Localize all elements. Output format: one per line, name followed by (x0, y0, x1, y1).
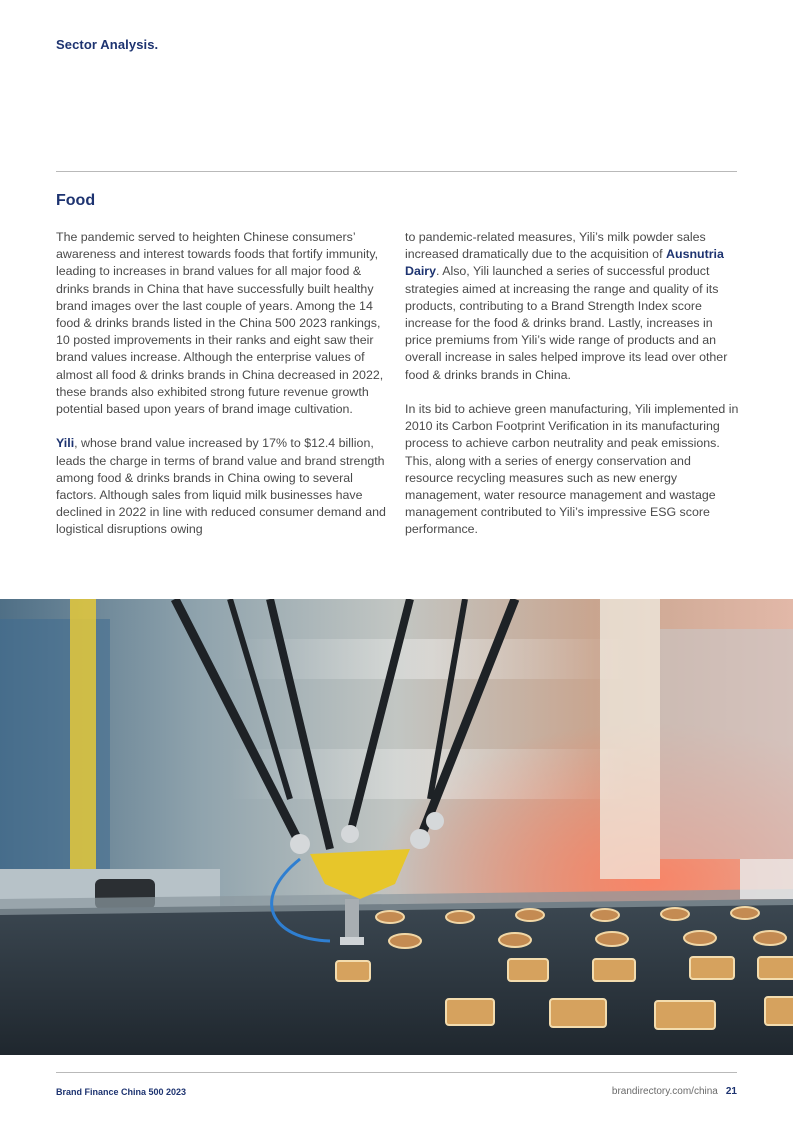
paragraph-text: . Also, Yili launched a series of successful product strategies aimed at increasing the range and quality of its products, contributing to a Brand Strength Index score increase for the food & drinks brand. Lastly, increases in price premiums from Yili’s wide range of products and an overall increase in sales helped improve its lead over other food & drinks brands in China. (405, 264, 728, 382)
paragraph (56, 435, 391, 538)
paragraph-text: to pandemic-related measures, Yili’s milk powder sales increased dramatically due to the acquisition of (405, 230, 706, 262)
left-column (56, 229, 391, 539)
factory-robot-photo (0, 599, 793, 1055)
section-title: Food (56, 192, 96, 209)
top-divider (56, 171, 737, 172)
brand-name-ausnutria: Ausnutria Dairy (405, 247, 724, 279)
section-label: Sector Analysis. (56, 37, 159, 52)
publication-title: Brand Finance China 500 2023 (56, 1087, 187, 1097)
paragraph (405, 229, 741, 384)
paragraph-text: , whose brand value increased by 17% to $12.4 billion, leads the charge in terms of brand value and brand strength among food & drinks brands in China owing to several factors. Although sales from liquid milk businesses have declined in 2022 in line with reduced consumer demand and logistical disruptions owing (56, 436, 386, 537)
paragraph: The pandemic served to heighten Chinese consumers’ awareness and interest towards foods that fortify immunity, leading to increases in brand values for all major food & drinks brands in China that have successfully built healthy brand images over the last couple of years. Among the 14 food & drinks brands listed in the China 500 2023 rankings, 10 posted improvements in their ranks and eight saw their brand values increase. Although the enterprise values of almost all food & drinks brands in China decreased in 2022, these brands also exhibited strong future revenue growth potential based upon years of brand image cultivation. (56, 230, 384, 417)
brand-name-yili: Yili (56, 436, 75, 451)
bottom-divider (56, 1072, 737, 1073)
right-column (405, 229, 741, 539)
website-link[interactable]: brandirectory.com/china (611, 1086, 718, 1097)
footer-right (612, 1086, 737, 1097)
page-number: 21 (725, 1086, 737, 1097)
paragraph: In its bid to achieve green manufacturing, Yili implemented in 2010 its Carbon Footprint Verification in its manufacturing process to achieve carbon neutrality and peak emissions. This, along with a series of energy conservation and resource recycling measures such as new energy management, water resource management and wastage management contributed to Yili’s impressive ESG score performance. (405, 402, 739, 537)
